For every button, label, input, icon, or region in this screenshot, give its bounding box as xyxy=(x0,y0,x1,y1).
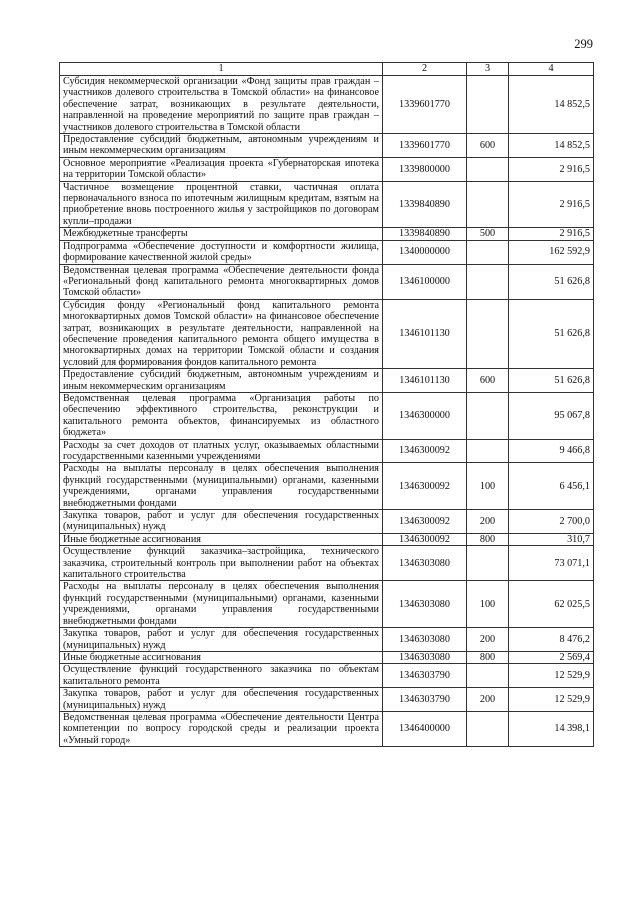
row-type-cell: 200 xyxy=(467,510,509,534)
row-name-cell: Ведомственная целевая программа «Обеспечение деятельности фонда «Региональный фонд капитального ремонта многоквартирных домов Томской области» xyxy=(60,264,383,299)
row-amount-cell: 95 067,8 xyxy=(509,392,594,439)
table-row xyxy=(60,392,594,439)
row-name-cell: Расходы на выплаты персоналу в целях обеспечения выполнения функций государственными (муниципальными) органами, казенными учреждениями, органами управления государственными внебюджетными фондами xyxy=(60,463,383,510)
row-type-cell: 800 xyxy=(467,533,509,545)
column-header-amount: 4 xyxy=(509,63,594,76)
row-name-cell: Предоставление субсидий бюджетным, автономным учреждениям и иным некоммерческим организациям xyxy=(60,134,383,158)
table-row xyxy=(60,134,594,158)
table-row xyxy=(60,688,594,712)
row-name-cell: Ведомственная целевая программа «Организация работы по обеспечению эффективного строительства, реконструкции и капитального ремонта объектов, финансируемых из областного бюджета» xyxy=(60,392,383,439)
row-type-cell: 800 xyxy=(467,651,509,663)
row-amount-cell: 14 852,5 xyxy=(509,76,594,134)
row-amount-cell: 12 529,9 xyxy=(509,664,594,688)
row-type-cell xyxy=(467,240,509,264)
row-name-cell: Закупка товаров, работ и услуг для обеспечения государственных (муниципальных) нужд xyxy=(60,510,383,534)
row-code-cell: 1346303080 xyxy=(383,581,467,628)
row-code-cell: 1346101130 xyxy=(383,299,467,368)
row-amount-cell: 14 852,5 xyxy=(509,134,594,158)
row-amount-cell: 2 916,5 xyxy=(509,181,594,228)
row-type-cell xyxy=(467,439,509,463)
table-row xyxy=(60,651,594,663)
table-row xyxy=(60,533,594,545)
row-name-cell: Подпрограмма «Обеспечение доступности и комфортности жилища, формирование качественной жилой среды» xyxy=(60,240,383,264)
row-code-cell: 1346300000 xyxy=(383,392,467,439)
table-row xyxy=(60,76,594,134)
row-type-cell xyxy=(467,264,509,299)
table-row xyxy=(60,510,594,534)
row-code-cell: 1346101130 xyxy=(383,369,467,393)
row-code-cell: 1339840890 xyxy=(383,181,467,228)
table-row xyxy=(60,711,594,746)
row-code-cell: 1346100000 xyxy=(383,264,467,299)
row-name-cell: Осуществление функций государственного заказчика по объектам капитального ремонта xyxy=(60,664,383,688)
row-name-cell: Субсидия фонду «Региональный фонд капитального ремонта многоквартирных домов Томской области» на финансовое обеспечение затрат, возникающих в результате деятельности, направленной на обеспечение проведения капитального ремонта общего имущества в многоквартирных домах на территории Томской области и создания условий для формирования фондов капитального ремонта xyxy=(60,299,383,368)
row-name-cell: Предоставление субсидий бюджетным, автономным учреждениям и иным некоммерческим организациям xyxy=(60,369,383,393)
table-header-row xyxy=(60,63,594,76)
table-row xyxy=(60,581,594,628)
row-type-cell xyxy=(467,299,509,368)
row-name-cell: Закупка товаров, работ и услуг для обеспечения государственных (муниципальных) нужд xyxy=(60,688,383,712)
row-type-cell: 200 xyxy=(467,688,509,712)
row-type-cell: 200 xyxy=(467,628,509,652)
row-code-cell: 1346400000 xyxy=(383,711,467,746)
row-name-cell: Расходы за счет доходов от платных услуг, оказываемых областными государственными казенными учреждениями xyxy=(60,439,383,463)
column-header-code: 2 xyxy=(383,63,467,76)
row-name-cell: Иные бюджетные ассигнования xyxy=(60,651,383,663)
table-row xyxy=(60,299,594,368)
row-code-cell: 1346300092 xyxy=(383,463,467,510)
row-amount-cell: 162 592,9 xyxy=(509,240,594,264)
row-code-cell: 1339800000 xyxy=(383,157,467,181)
table-row xyxy=(60,240,594,264)
row-code-cell: 1339601770 xyxy=(383,134,467,158)
row-code-cell: 1340000000 xyxy=(383,240,467,264)
table-row xyxy=(60,628,594,652)
row-type-cell xyxy=(467,157,509,181)
row-type-cell: 100 xyxy=(467,581,509,628)
row-code-cell: 1346300092 xyxy=(383,439,467,463)
row-name-cell: Расходы на выплаты персоналу в целях обеспечения выполнения функций государственными (муниципальными) органами, казенными учреждениями, органами управления государственными внебюджетными фондами xyxy=(60,581,383,628)
row-code-cell: 1346303080 xyxy=(383,628,467,652)
row-amount-cell: 14 398,1 xyxy=(509,711,594,746)
row-type-cell: 600 xyxy=(467,369,509,393)
row-type-cell xyxy=(467,392,509,439)
row-code-cell: 1346300092 xyxy=(383,510,467,534)
row-name-cell: Субсидия некоммерческой организации «Фонд защиты прав граждан – участников долевого строительства в Томской области» на финансовое обеспечение затрат, возникающих в результате деятельности, направленной на проведение мероприятий по защите прав граждан – участников долевого строительства в Томской области xyxy=(60,76,383,134)
table-row xyxy=(60,157,594,181)
row-amount-cell: 51 626,8 xyxy=(509,299,594,368)
table-row xyxy=(60,463,594,510)
row-code-cell: 1339840890 xyxy=(383,228,467,240)
row-type-cell xyxy=(467,76,509,134)
row-amount-cell: 51 626,8 xyxy=(509,264,594,299)
row-name-cell: Ведомственная целевая программа «Обеспечение деятельности Центра компетенции по вопросу городской среды и реализации проекта «Умный город» xyxy=(60,711,383,746)
row-type-cell: 500 xyxy=(467,228,509,240)
row-name-cell: Частичное возмещение процентной ставки, частичная оплата первоначального взноса по ипотечным жилищным кредитам, взятым на приобретение вновь построенного жилья у застройщиков по договорам купли–продажи xyxy=(60,181,383,228)
row-amount-cell: 6 456,1 xyxy=(509,463,594,510)
table-row xyxy=(60,264,594,299)
row-amount-cell: 12 529,9 xyxy=(509,688,594,712)
row-amount-cell: 9 466,8 xyxy=(509,439,594,463)
row-name-cell: Осуществление функций заказчика–застройщика, технического заказчика, строительный контроль при выполнении работ на объектах капитального строительства xyxy=(60,546,383,581)
page-number: 299 xyxy=(574,37,593,51)
row-type-cell: 100 xyxy=(467,463,509,510)
row-amount-cell: 8 476,2 xyxy=(509,628,594,652)
row-amount-cell: 2 700,0 xyxy=(509,510,594,534)
table-row xyxy=(60,228,594,240)
row-amount-cell: 51 626,8 xyxy=(509,369,594,393)
row-type-cell xyxy=(467,181,509,228)
row-type-cell xyxy=(467,664,509,688)
row-code-cell: 1346300092 xyxy=(383,533,467,545)
row-amount-cell: 2 916,5 xyxy=(509,228,594,240)
row-name-cell: Закупка товаров, работ и услуг для обеспечения государственных (муниципальных) нужд xyxy=(60,628,383,652)
row-code-cell: 1346303790 xyxy=(383,688,467,712)
row-type-cell xyxy=(467,711,509,746)
row-amount-cell: 2 569,4 xyxy=(509,651,594,663)
budget-table xyxy=(59,62,594,747)
row-amount-cell: 2 916,5 xyxy=(509,157,594,181)
table-row xyxy=(60,369,594,393)
row-code-cell: 1346303790 xyxy=(383,664,467,688)
row-code-cell: 1346303080 xyxy=(383,651,467,663)
row-code-cell: 1339601770 xyxy=(383,76,467,134)
column-header-name: 1 xyxy=(60,63,383,76)
row-code-cell: 1346303080 xyxy=(383,546,467,581)
row-amount-cell: 62 025,5 xyxy=(509,581,594,628)
column-header-type: 3 xyxy=(467,63,509,76)
table-row xyxy=(60,439,594,463)
row-amount-cell: 73 071,1 xyxy=(509,546,594,581)
row-name-cell: Иные бюджетные ассигнования xyxy=(60,533,383,545)
row-name-cell: Основное мероприятие «Реализация проекта «Губернаторская ипотека на территории Томской области» xyxy=(60,157,383,181)
table-row xyxy=(60,181,594,228)
row-amount-cell: 310,7 xyxy=(509,533,594,545)
table-row xyxy=(60,546,594,581)
row-type-cell xyxy=(467,546,509,581)
row-name-cell: Межбюджетные трансферты xyxy=(60,228,383,240)
row-type-cell: 600 xyxy=(467,134,509,158)
table-row xyxy=(60,664,594,688)
